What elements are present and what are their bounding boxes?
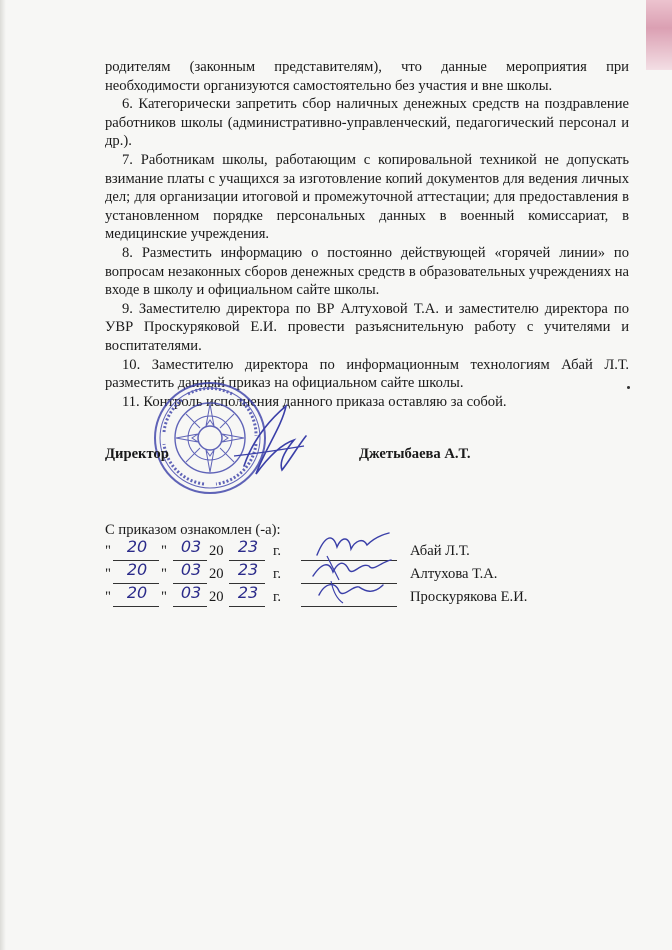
year-prefix: 20 [209,543,224,559]
year-unit: г. [273,566,281,582]
year-suffix: 23 [237,560,259,579]
person-name: Абай Л.Т. [410,543,470,559]
paragraph-item-6: 6. Категорически запретить сбор наличных денежных средств на поздравление работников школы (административно-управленческий, педагогический персонал и др.). [105,96,629,150]
acknowledgement-label: С приказом ознакомлен (-а): [105,522,281,538]
close-quote: " [161,566,167,582]
month-value: 03 [180,583,202,602]
year-unit: г. [273,543,281,559]
paragraph-item-11: 11. Контроль исполнения данного приказа оставляю за собой. [122,393,507,410]
close-quote: " [161,543,167,559]
paragraph-item-8: 8. Разместить информацию о постоянно действующей «горячей линии» по вопросам незаконных сборов денежных средств в образовательных учреждениях на входе в школу и официальном сайте школы. [105,244,629,299]
scan-edge-shadow [0,0,6,950]
day-value: 20 [126,583,148,602]
open-quote: " [105,589,111,605]
person-name: Проскурякова Е.И. [410,589,528,605]
month-value: 03 [180,537,202,556]
month-underline [173,606,207,607]
month-value: 03 [180,560,202,579]
director-name: Джетыбаева А.Т. [359,446,471,462]
year-suffix: 23 [237,537,259,556]
paragraph-continuation: родителям (законным представителям), что данные мероприятия при необходимости организуются самостоятельно без участия и вне школы. [105,59,629,94]
paragraph-item-9: 9. Заместителю директора по ВР Алтуховой Т.А. и заместителю директора по УВР Проскуряковой Е.И. провести разъяснительную работу с учителями и воспитателями. [105,300,629,354]
close-quote: " [161,589,167,605]
director-signature-line [105,446,629,470]
open-quote: " [105,566,111,582]
paragraph-item-7: 7. Работникам школы, работающим с копировальной техникой не допускать взимание платы с учащихся за изготовление копий документов для ведения личных дел; для организации итоговой и промежуточной аттестации; для предоставления в установленном порядке персональных данных в военный комиссариат, в медицинские учреждения. [105,151,629,243]
handwritten-signature-icon [303,573,395,607]
year-unit: г. [273,589,281,605]
year-prefix: 20 [209,566,224,582]
year-prefix: 20 [209,589,224,605]
order-body [105,58,629,411]
open-quote: " [105,543,111,559]
day-underline [113,606,159,607]
day-value: 20 [126,537,148,556]
acknowledgement-row [105,583,645,611]
director-signature-icon [224,396,314,486]
director-title: Директор [105,446,169,462]
day-value: 20 [126,560,148,579]
person-name: Алтухова Т.А. [410,566,498,582]
paragraph-item-10: 10. Заместителю директора по информационным технологиям Абай Л.Т. разместить данный приказ на официальном сайте школы. [105,356,629,392]
corner-color-mark [646,0,672,70]
year-suffix: 23 [237,583,259,602]
scan-speck [627,386,630,389]
year-underline [229,606,265,607]
